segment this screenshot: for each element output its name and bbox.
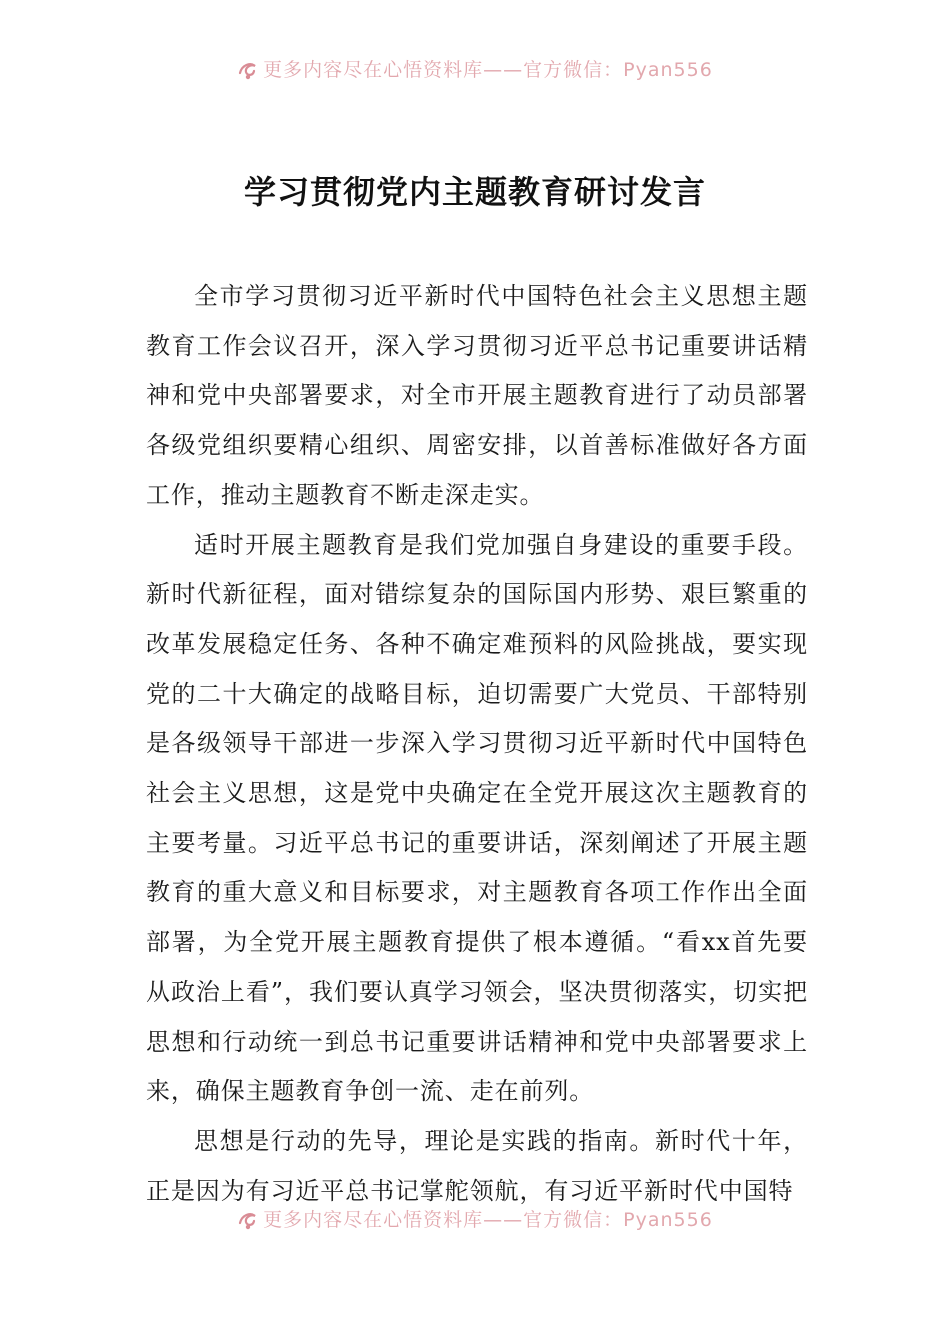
watermark-header <box>0 58 950 82</box>
document-body <box>146 272 808 1216</box>
paragraph-1: 全市学习贯彻习近平新时代中国特色社会主义思想主题教育工作会议召开，深入学习贯彻习近平总书记重要讲话精神和党中央部署要求，对全市开展主题教育进行了动员部署各级党组织要精心组织、周密安排，以首善标准做好各方面工作，推动主题教育不断走深走实。 <box>146 282 808 509</box>
swirl-logo-icon <box>237 59 259 81</box>
watermark-text: 更多内容尽在心悟资料库——官方微信：Pyan556 <box>263 59 713 81</box>
watermark-footer <box>0 1208 950 1232</box>
paragraph-3: 思想是行动的先导，理论是实践的指南。新时代十年，正是因为有习近平总书记掌舵领航，有习近平新时代中国特 <box>146 1126 808 1205</box>
watermark-text: 更多内容尽在心悟资料库——官方微信：Pyan556 <box>263 1209 713 1231</box>
document-title: 学习贯彻党内主题教育研讨发言 <box>243 173 706 211</box>
paragraph-2: 适时开展主题教育是我们党加强自身建设的重要手段。新时代新征程，面对错综复杂的国际国内形势、艰巨繁重的改革发展稳定任务、各种不确定难预料的风险挑战，要实现党的二十大确定的战略目标，迫切需要广大党员、干部特别是各级领导干部进一步深入学习贯彻习近平新时代中国特色社会主义思想，这是党中央确定在全党开展这次主题教育的主要考量。习近平总书记的重要讲话，深刻阐述了开展主题教育的重大意义和目标要求，对主题教育各项工作作出全面部署，为全党开展主题教育提供了根本遵循。“看xx首先要从政治上看”，我们要认真学习领会，坚决贯彻落实，切实把思想和行动统一到总书记重要讲话精神和党中央部署要求上来，确保主题教育争创一流、走在前列。 <box>146 530 808 1106</box>
swirl-logo-icon <box>237 1209 259 1231</box>
